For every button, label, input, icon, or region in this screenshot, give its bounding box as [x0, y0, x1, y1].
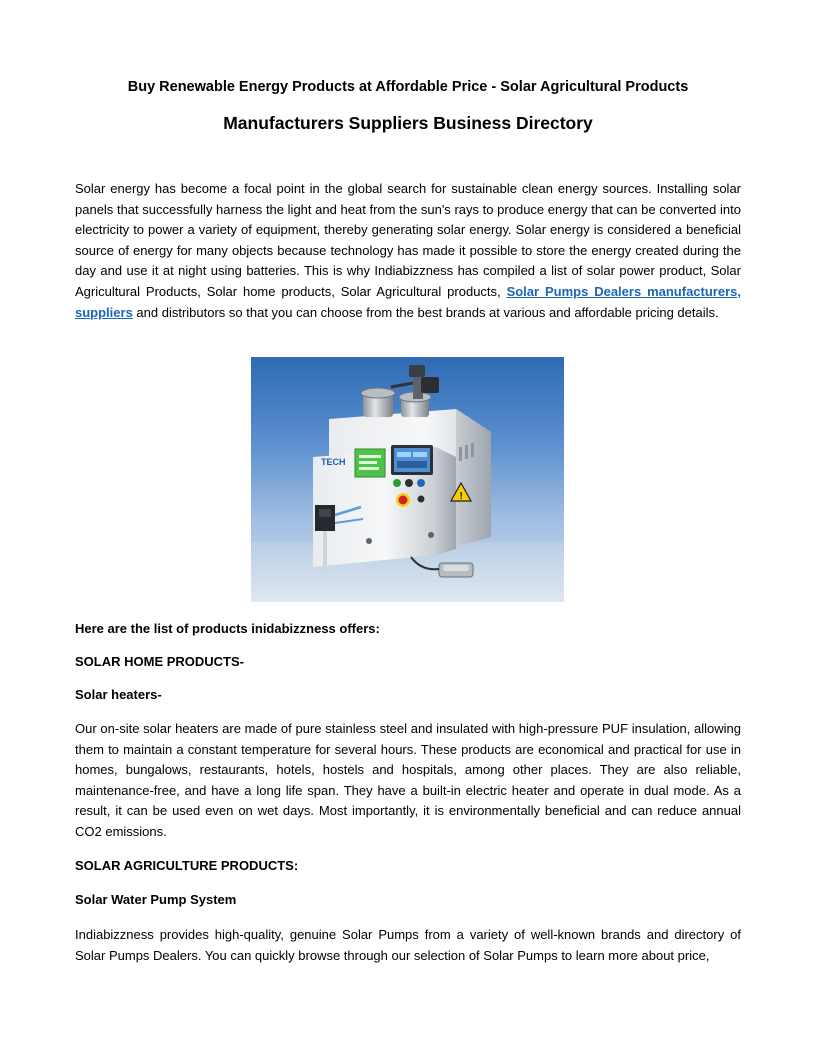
- solar-pumps-paragraph: Indiabizzness provides high-quality, genuine Solar Pumps from a variety of well-known brands and directory of Solar Pumps Dealers. You can quickly browse through our selection of Solar Pumps to learn more about price,: [75, 927, 741, 963]
- product-list-heading: Here are the list of products inidabizzness offers:: [75, 621, 380, 636]
- product-photo: [251, 357, 564, 602]
- intro-paragraph: [75, 179, 741, 323]
- section-heading-agriculture-products: SOLAR AGRICULTURE PRODUCTS:: [75, 858, 299, 873]
- section-heading-home-products: SOLAR HOME PRODUCTS-: [75, 654, 244, 669]
- emergency-stop-icon: [399, 496, 408, 505]
- subsection-heading-water-pump: Solar Water Pump System: [75, 892, 237, 907]
- green-button-icon: [393, 479, 401, 487]
- solar-heaters-paragraph: Our on-site solar heaters are made of pure stainless steel and insulated with high-pressure PUF insulation, allowing them to maintain a constant temperature for several hours. These products are economical and practical for use in homes, bungalows, restaurants, hotels, hostels and hospitals, among other places. They are also reliable, maintenance-free, and have a long life span. They have a built-in electric heater and operate in dual mode. As a result, it can be used even on wet days. Most importantly, it is environmentally beneficial and can reduce annual CO2 emissions.: [75, 721, 741, 839]
- dispensing-machine-illustration: [251, 357, 564, 602]
- machine-brand-label: TECH: [321, 457, 346, 467]
- subsection-heading-solar-heaters: Solar heaters-: [75, 687, 162, 702]
- solar-pumps-dealers-link[interactable]: Solar Pumps Dealers manufacturers, suppliers: [75, 283, 741, 320]
- intro-text-after-link: and distributors so that you can choose from the best brands at various and affordable pricing details.: [132, 304, 719, 320]
- svg-text:!: !: [459, 491, 463, 502]
- page-title-line-2: Manufacturers Suppliers Business Directory: [223, 113, 593, 133]
- page-title-line-1: Buy Renewable Energy Products at Affordable Price - Solar Agricultural Products: [127, 79, 689, 95]
- intro-text-before-link: Solar energy has become a focal point in the global search for sustainable clean energy sources. Installing solar panels that successfully harness the light and heat from the sun's rays to produce energy that can be converted into electricity to power a variety of equipment, thereby generating solar energy. Solar energy is considered a beneficial source of energy for many objects because technology has made it possible to store the energy created during the day and use it at night using batteries. This is why Indiabizzness has compiled a list of solar power product, Solar Agricultural Products, Solar home products, Solar Agricultural products,: [75, 181, 741, 299]
